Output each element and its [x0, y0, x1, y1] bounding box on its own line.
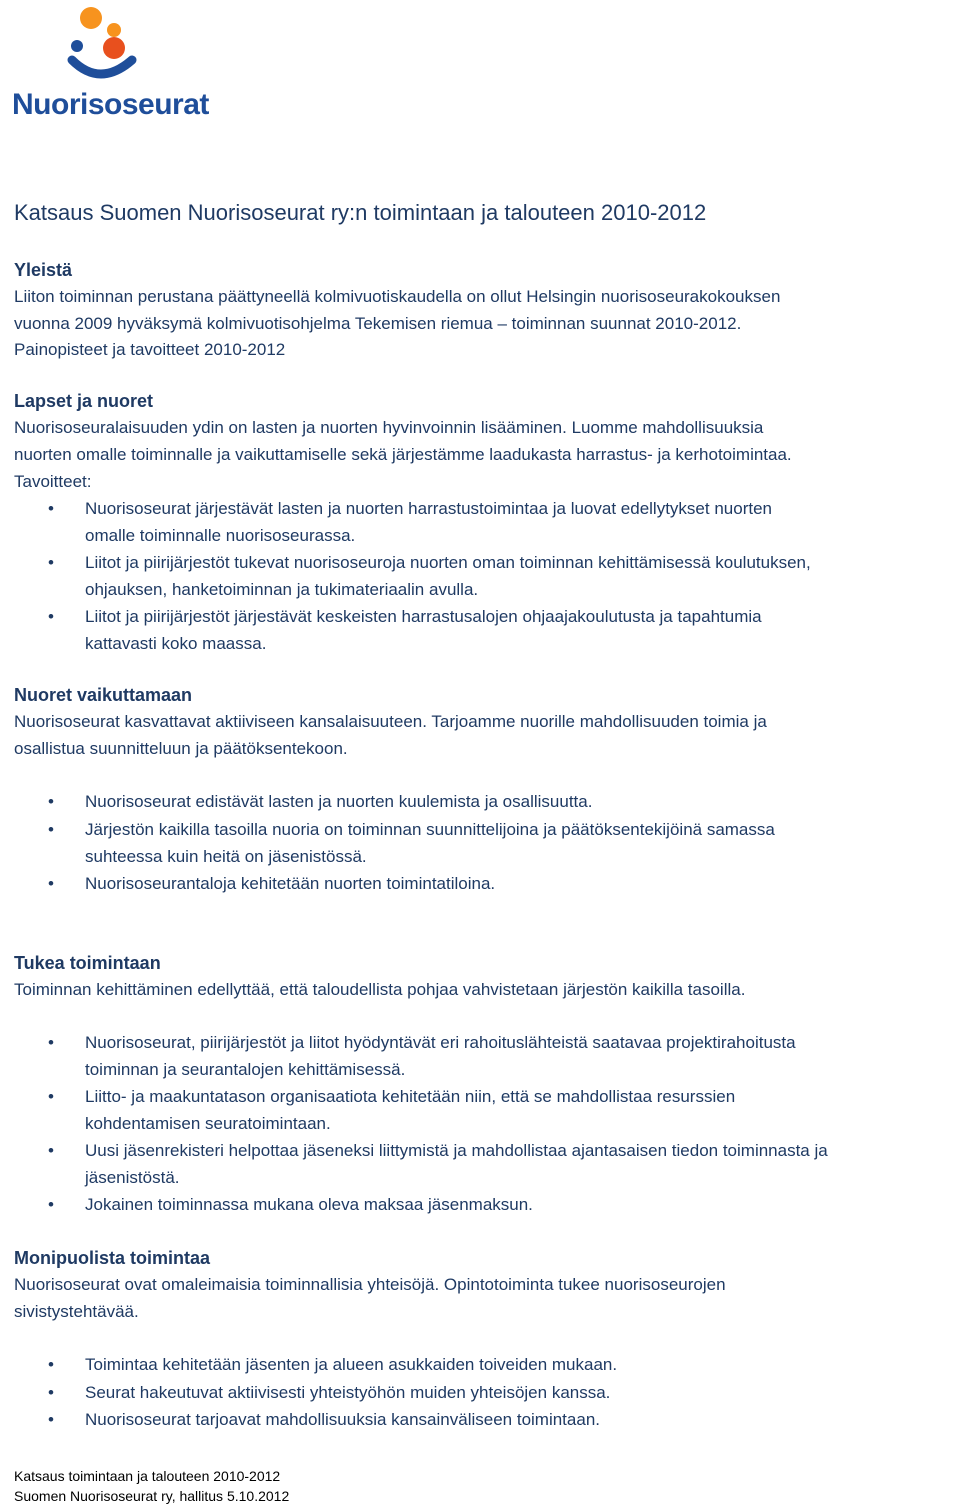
paragraph-line: Liiton toiminnan perustana päättyneellä kolmivuotiskaudella on ollut Helsingin nuorisoseurakokouksen: [14, 287, 781, 306]
bullet-icon: •: [48, 607, 54, 626]
section-heading-tukea: Tukea toimintaan: [14, 953, 161, 973]
section-heading-nuoret: Nuoret vaikuttamaan: [14, 685, 193, 705]
section-heading-lapset: Lapset ja nuoret: [14, 391, 154, 411]
section-heading-monipuolista: Monipuolista toimintaa: [14, 1248, 210, 1268]
section-heading-yleista: Yleistä: [14, 260, 73, 280]
list-item: suhteessa kuin heitä on jäsenistössä.: [85, 847, 367, 866]
list-item: omalle toiminnalle nuorisoseurassa.: [85, 526, 356, 545]
logo-text: Nuorisoseurat: [12, 88, 209, 121]
paragraph-line: Nuorisoseuralaisuuden ydin on lasten ja nuorten hyvinvoinnin lisääminen. Luomme mahdollisuuksia: [14, 418, 764, 437]
paragraph-line: vuonna 2009 hyväksymä kolmivuotisohjelma Tekemisen riemua – toiminnan suunnat 2010-2012.: [14, 314, 742, 333]
list-item: ohjauksen, hanketoiminnan ja tukimateriaalin avulla.: [85, 580, 479, 599]
list-item: Nuorisoseurat tarjoavat mahdollisuuksia kansainväliseen toimintaan.: [85, 1410, 600, 1429]
bullet-icon: •: [48, 1087, 54, 1106]
list-item: Nuorisoseurat, piirijärjestöt ja liitot hyödyntävät eri rahoituslähteistä saatavaa projektirahoitusta: [85, 1033, 796, 1052]
list-item: Nuorisoseurat edistävät lasten ja nuorten kuulemista ja osallisuutta.: [85, 792, 593, 811]
list-item: Jokainen toiminnassa mukana oleva maksaa jäsenmaksun.: [85, 1195, 533, 1214]
paragraph-line: Toiminnan kehittäminen edellyttää, että taloudellista pohjaa vahvistetaan järjestön kaikilla tasoilla.: [14, 980, 746, 999]
list-item: toiminnan ja seurantalojen kehittämisessä.: [85, 1060, 406, 1079]
list-item: Nuorisoseurantaloja kehitetään nuorten toimintatiloina.: [85, 874, 496, 893]
bullet-icon: •: [48, 1033, 54, 1052]
list-item: jäsenistöstä.: [85, 1168, 180, 1187]
bullet-icon: •: [48, 499, 54, 518]
paragraph-line: osallistua suunnitteluun ja päätöksentekoon.: [14, 739, 348, 758]
paragraph-line: sivistystehtävää.: [14, 1302, 139, 1321]
paragraph-line: Nuorisoseurat ovat omaleimaisia toiminnallisia yhteisöjä. Opintotoiminta tukee nuorisoseurojen: [14, 1275, 726, 1294]
list-item: kattavasti koko maassa.: [85, 634, 267, 653]
bullet-icon: •: [48, 820, 54, 839]
bullet-icon: •: [48, 1383, 54, 1402]
paragraph-line: Painopisteet ja tavoitteet 2010-2012: [14, 340, 286, 359]
footer-line-2: Suomen Nuorisoseurat ry, hallitus 5.10.2012: [14, 1488, 290, 1504]
bullet-icon: •: [48, 1410, 54, 1429]
paragraph-line: Tavoitteet:: [14, 472, 92, 491]
logo: [10, 2, 209, 124]
bullet-icon: •: [48, 553, 54, 572]
footer-line-1: Katsaus toimintaan ja talouteen 2010-2012: [14, 1468, 281, 1484]
list-item: Liitot ja piirijärjestöt tukevat nuorisoseuroja nuorten oman toiminnan kehittämisessä koulutuksen,: [85, 553, 811, 572]
list-item: Seurat hakeutuvat aktiivisesti yhteistyöhön muiden yhteisöjen kanssa.: [85, 1383, 611, 1402]
bullet-icon: •: [48, 1355, 54, 1374]
paragraph-line: nuorten omalle toiminnalle ja vaikuttamiselle sekä järjestämme laadukasta harrastus- ja kerhotoimintaa.: [14, 445, 792, 464]
bullet-icon: •: [48, 1195, 54, 1214]
list-item: Uusi jäsenrekisteri helpottaa jäseneksi liittymistä ja mahdollistaa ajantasaisen tiedon toiminnasta ja: [85, 1141, 828, 1160]
paragraph-line: Nuorisoseurat kasvattavat aktiiviseen kansalaisuuteen. Tarjoamme nuorille mahdollisuuden toimia ja: [14, 712, 767, 731]
bullet-icon: •: [48, 1141, 54, 1160]
logo-figure-icon: [10, 2, 200, 92]
document-title: Katsaus Suomen Nuorisoseurat ry:n toimintaan ja talouteen 2010-2012: [14, 200, 707, 225]
bullet-icon: •: [48, 874, 54, 893]
list-item: Nuorisoseurat järjestävät lasten ja nuorten harrastustoimintaa ja luovat edellytykset nuorten: [85, 499, 772, 518]
list-item: Järjestön kaikilla tasoilla nuoria on toiminnan suunnittelijoina ja päätöksentekijöinä samassa: [85, 820, 775, 839]
bullet-icon: •: [48, 792, 54, 811]
list-item: Toimintaa kehitetään jäsenten ja alueen asukkaiden toiveiden mukaan.: [85, 1355, 618, 1374]
list-item: Liitto- ja maakuntatason organisaatiota kehitetään niin, että se mahdollistaa resurssien: [85, 1087, 736, 1106]
list-item: Liitot ja piirijärjestöt järjestävät keskeisten harrastusalojen ohjaajakoulutusta ja tapahtumia: [85, 607, 762, 626]
list-item: kohdentamisen seuratoimintaan.: [85, 1114, 331, 1133]
